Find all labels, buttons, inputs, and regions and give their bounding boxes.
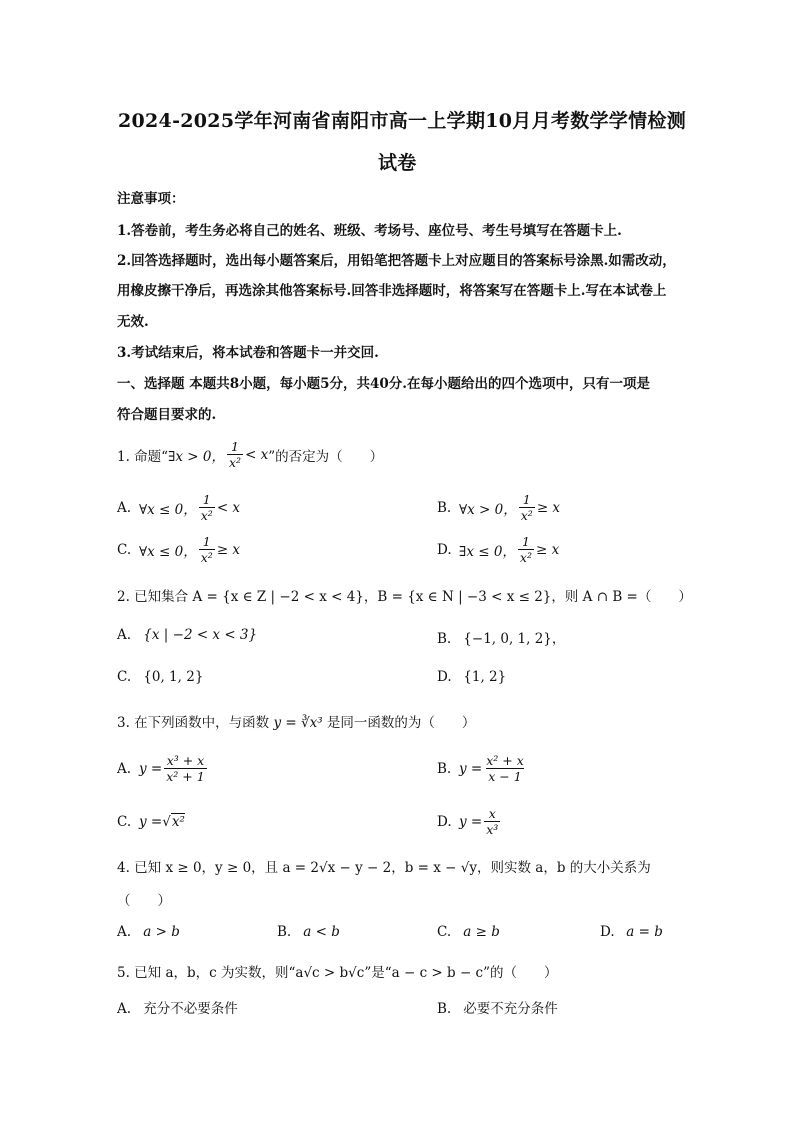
option-label: C. (117, 813, 132, 830)
option-text: a = b (626, 924, 663, 940)
q3-option-d (437, 807, 502, 836)
notes-item-2-line-2: 用橡皮擦干净后，再选涂其他答案标号.回答非选择题时，将答案写在答题卡上.写在本试卷上 (117, 283, 667, 299)
option-label: A. (117, 760, 132, 777)
option-lhs: y = (139, 813, 163, 830)
option-fraction (484, 754, 526, 783)
section-heading-line-1: 一、选择题 本题共8小题，每小题5分，共40分.在每小题给出的四个选项中，只有一项是 (117, 376, 650, 392)
option-relation: ≥ x (216, 541, 241, 558)
q1-option-c (117, 535, 240, 564)
option-text: {−1, 0, 1, 2}， (463, 631, 566, 647)
fraction-numerator: 1 (522, 492, 531, 507)
option-lhs: y = (139, 760, 163, 777)
option-label: A. (117, 627, 132, 643)
question-1-fraction (227, 440, 243, 469)
option-text: a > b (143, 924, 180, 940)
sqrt-symbol: √ (162, 813, 171, 830)
fraction-denominator: x³ (486, 822, 499, 838)
question-1-fraction-rest: < x (245, 446, 269, 463)
q2-option-b (437, 627, 565, 647)
q2-option-a (117, 627, 257, 643)
question-1-prefix: 1. 命题“ (117, 448, 169, 465)
option-fraction (199, 535, 215, 564)
option-condition: ∀x ≤ 0， (139, 501, 197, 518)
q1-option-a (117, 493, 240, 522)
option-fraction (484, 807, 500, 836)
fraction-numerator: x³ + x (166, 753, 205, 768)
q2-option-d (437, 669, 506, 685)
fraction-denominator: x² (519, 550, 532, 566)
q4-option-b (277, 924, 340, 940)
option-label: D. (437, 541, 452, 558)
option-label: C. (117, 541, 132, 558)
question-3-function: y = ∛x³ (273, 715, 323, 731)
fraction-numerator: 1 (202, 534, 211, 549)
question-4-line-2: （ ） (117, 893, 171, 909)
fraction-numerator: x² + x (486, 753, 524, 768)
fraction-denominator: x² (520, 508, 533, 524)
notes-item-3: 3.考试结束后，将本试卷和答题卡一并交回. (117, 345, 379, 361)
option-label: C. (437, 924, 452, 940)
question-1-condition: ∃x > 0， (168, 448, 225, 465)
option-label: A. (117, 1001, 132, 1017)
option-lhs: y = (459, 813, 483, 830)
notes-heading: 注意事项： (117, 191, 185, 207)
q3-option-b (437, 754, 528, 783)
q1-option-b (437, 493, 560, 522)
q2-option-c (117, 669, 203, 685)
option-condition: ∃x ≤ 0， (459, 543, 516, 560)
q3-option-c (117, 813, 185, 830)
q4-option-d (600, 924, 663, 940)
option-lhs: y = (459, 760, 483, 777)
q5-option-a (117, 997, 238, 1017)
option-relation: < x (216, 499, 241, 516)
option-label: D. (600, 924, 615, 940)
question-2: 2. 已知集合 A = {x ∈ Z | −2 < x < 4}，B = {x ∈ N | −3 < x ≤ 2}，则 A ∩ B =（ ） (117, 589, 692, 605)
question-3-prefix: 3. 在下列函数中，与函数 (117, 715, 274, 731)
q3-option-a (117, 754, 209, 783)
fraction-denominator: x² (200, 550, 213, 566)
q1-option-d (437, 535, 559, 564)
fraction-denominator: x² + 1 (166, 769, 205, 785)
fraction-denominator: x − 1 (488, 769, 522, 785)
option-text: {0, 1, 2} (143, 669, 204, 685)
fraction-denominator: x² (229, 455, 242, 471)
q5-option-b (437, 997, 558, 1017)
fraction-numerator: x (488, 806, 496, 821)
option-fraction (164, 754, 206, 783)
question-1-suffix: ”的否定为（ ） (268, 448, 384, 465)
question-3-suffix: 是同一函数的为（ ） (322, 715, 476, 731)
question-4-line-1: 4. 已知 x ≥ 0，y ≥ 0，且 a = 2√x − y − 2，b = x − √y，则实数 a，b 的大小关系为 (117, 860, 651, 876)
fraction-numerator: 1 (521, 534, 530, 549)
option-label: B. (437, 499, 452, 516)
option-text: {1, 2} (463, 669, 507, 685)
option-label: A. (117, 924, 132, 940)
question-3 (117, 711, 475, 731)
fraction-denominator: x² (200, 508, 213, 524)
fraction-numerator: 1 (202, 492, 211, 507)
notes-item-2-line-3: 无效. (117, 314, 149, 330)
notes-item-1: 1.答卷前，考生务必将自己的姓名、班级、考场号、座位号、考生号填写在答题卡上. (117, 223, 622, 239)
option-text: 充分不必要条件 (143, 1001, 238, 1017)
option-relation: ≥ x (536, 499, 561, 516)
option-label: B. (437, 760, 452, 777)
option-label: B. (437, 631, 452, 647)
option-text: a < b (303, 924, 340, 940)
option-text: {x | −2 < x < 3} (143, 627, 258, 643)
option-fraction (199, 493, 215, 522)
option-condition: ∀x > 0， (459, 501, 517, 518)
section-heading-line-2: 符合题目要求的. (117, 407, 217, 423)
option-label: B. (277, 924, 292, 940)
page-title-continued: 试卷 (378, 152, 417, 174)
option-label: D. (437, 669, 452, 685)
option-text: 必要不充分条件 (463, 1001, 558, 1017)
question-5: 5. 已知 a，b，c 为实数，则“a√c > b√c”是“a − c > b − c”的（ ） (117, 965, 558, 981)
option-label: A. (117, 499, 132, 516)
option-fraction (519, 493, 535, 522)
option-fraction (518, 535, 534, 564)
q4-option-a (117, 924, 180, 940)
q4-option-c (437, 924, 500, 940)
notes-item-2-line-1: 2.回答选择题时，选出每小题答案后，用铅笔把答题卡上对应题目的答案标号涂黑.如需改动， (117, 253, 676, 269)
option-text: a ≥ b (463, 924, 500, 940)
page-title: 2024-2025学年河南省南阳市高一上学期10月月考数学学情检测 (118, 110, 686, 132)
option-label: D. (437, 813, 452, 830)
fraction-numerator: 1 (231, 439, 239, 454)
option-label: B. (437, 1001, 452, 1017)
question-1 (117, 440, 383, 469)
option-label: C. (117, 669, 132, 685)
option-relation: ≥ x (535, 541, 560, 558)
option-radicand: x² (171, 814, 185, 830)
option-condition: ∀x ≤ 0， (139, 543, 197, 560)
